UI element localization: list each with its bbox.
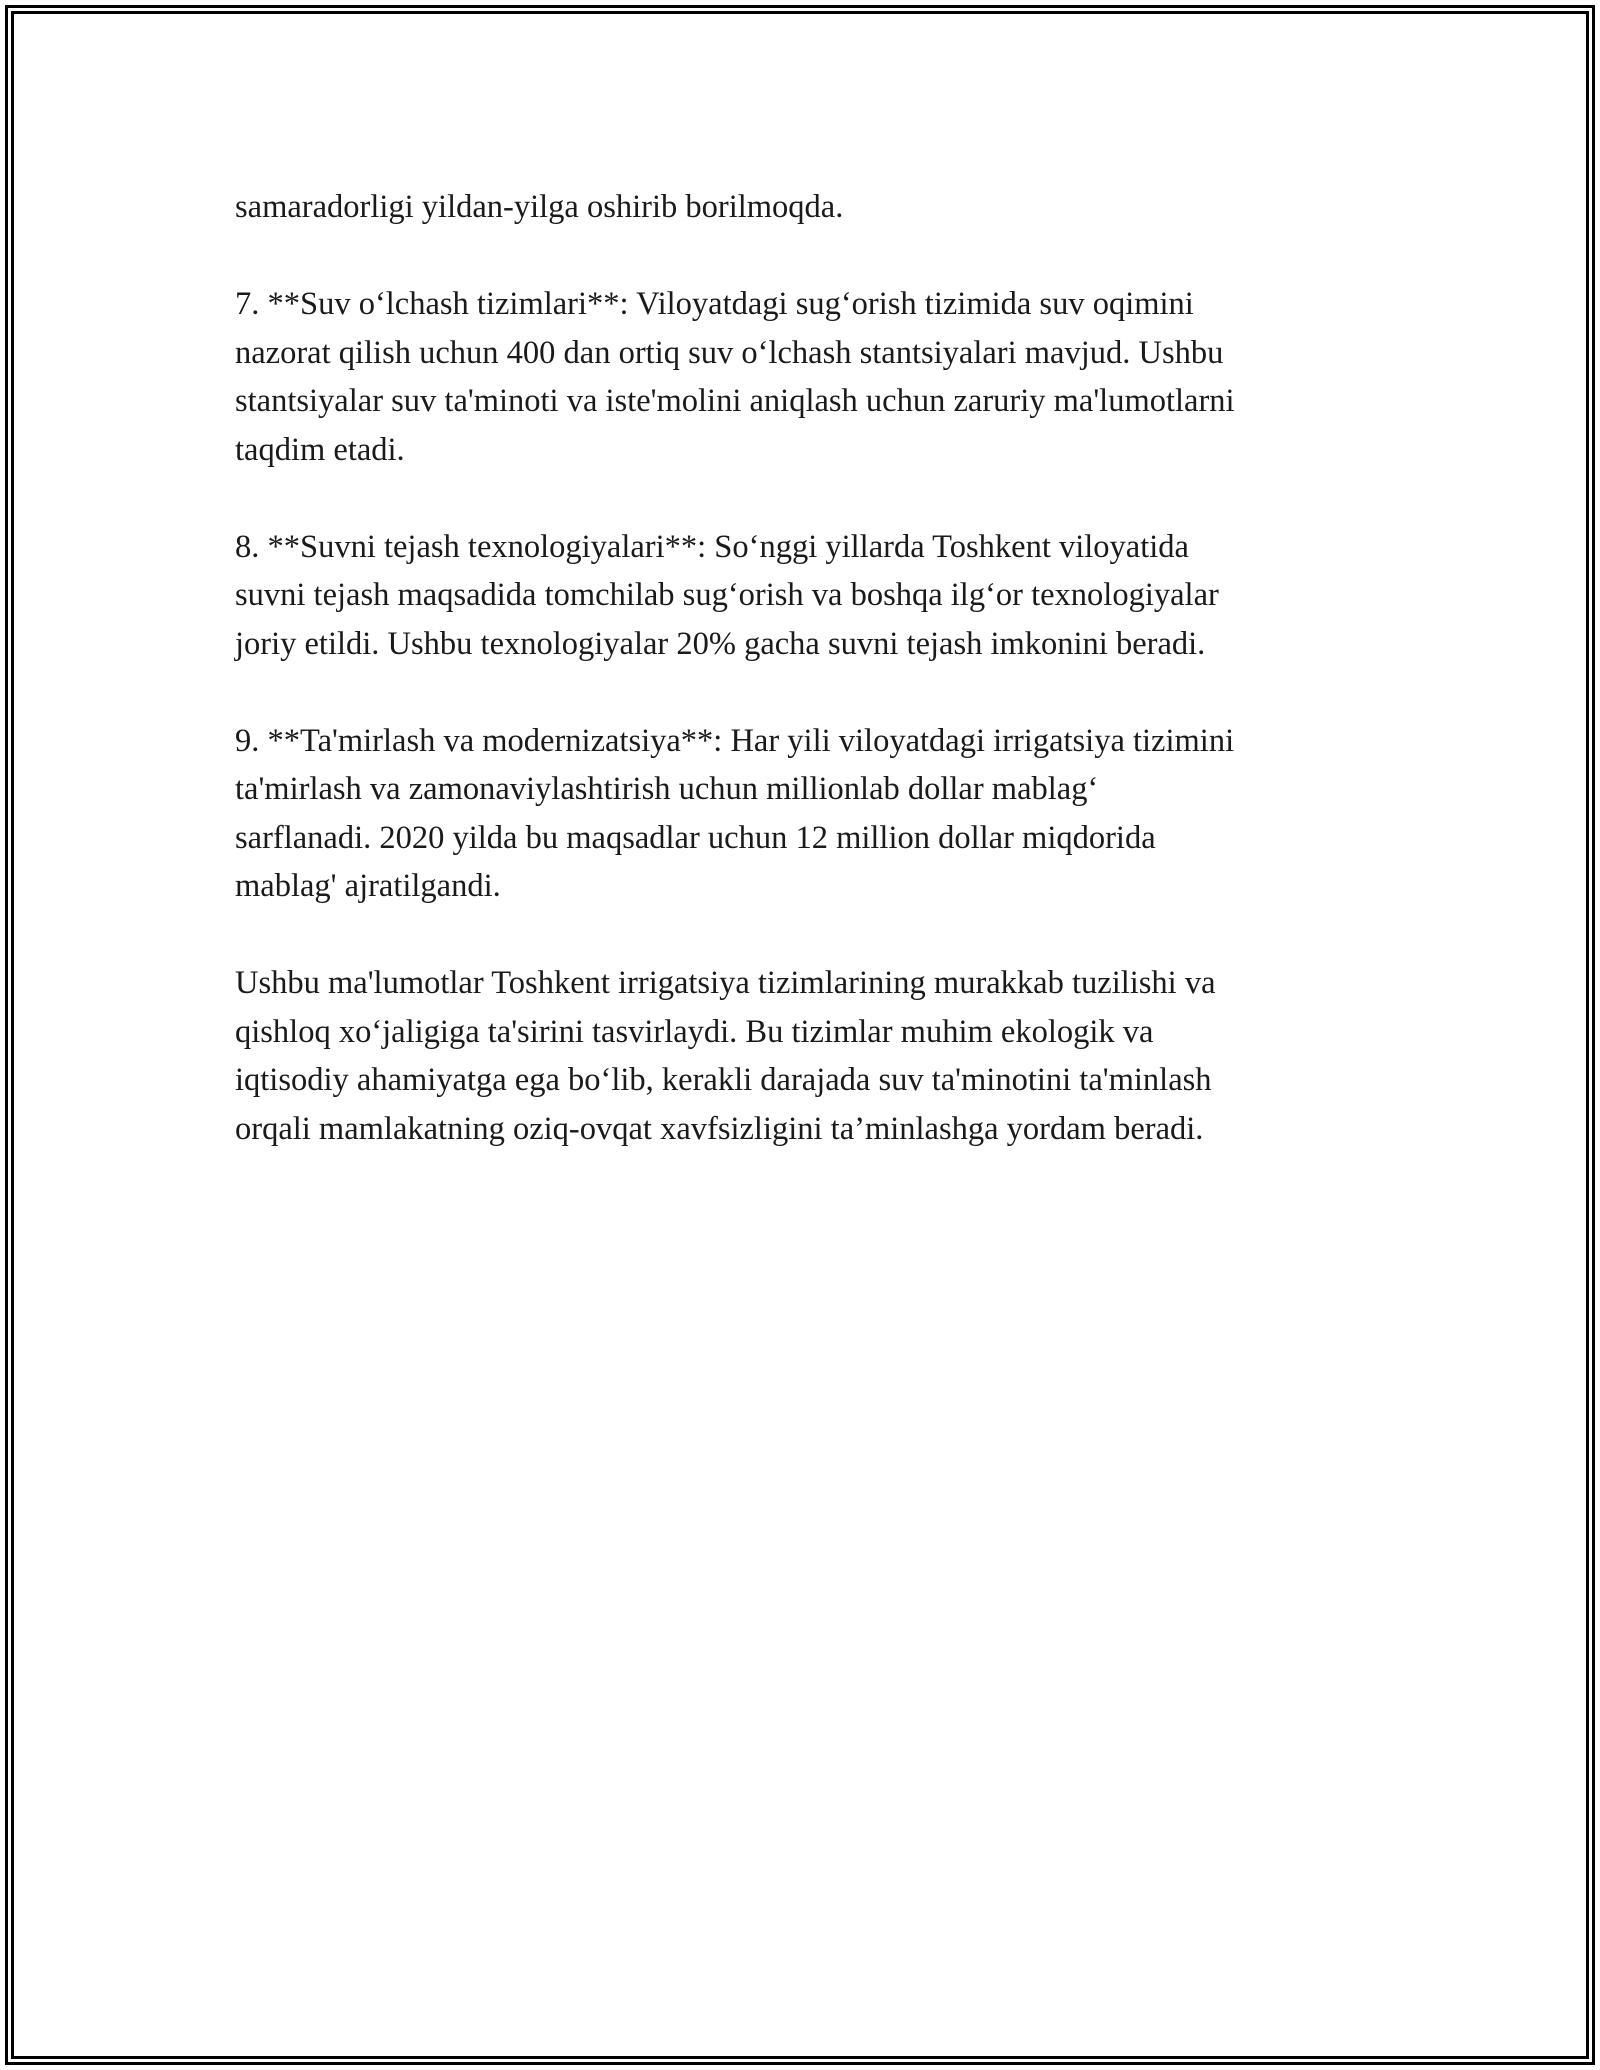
text-line: iqtisodiy ahamiyatga ega bo‘lib, kerakli darajada suv ta'minotini ta'minlash <box>235 1062 1212 1098</box>
paragraph-item-8 <box>235 523 1385 669</box>
paragraph-continuation <box>235 183 1385 232</box>
text-line: 7. **Suv o‘lchash tizimlari**: Viloyatdagi sug‘orish tizimida suv oqimini <box>235 286 1194 322</box>
text-line: mablag' ajratilgandi. <box>235 868 501 904</box>
paragraph-item-9 <box>235 717 1385 911</box>
text-line: orqali mamlakatning oziq-ovqat xavfsizligini ta’minlashga yordam beradi. <box>235 1110 1204 1147</box>
text-line: Ushbu ma'lumotlar Toshkent irrigatsiya tizimlarining murakkab tuzilishi va <box>235 965 1216 1001</box>
paragraph-conclusion <box>235 959 1385 1153</box>
text-line: samaradorligi yildan-yilga oshirib borilmoqda. <box>235 189 844 225</box>
document-body <box>235 183 1385 1202</box>
text-line: stantsiyalar suv ta'minoti va iste'molini aniqlash uchun zaruriy ma'lumotlarni <box>235 383 1235 419</box>
text-line: sarflanadi. 2020 yilda bu maqsadlar uchun 12 million dollar miqdorida <box>235 819 1156 856</box>
text-line: ta'mirlash va zamonaviylashtirish uchun millionlab dollar mablag‘ <box>235 771 1099 807</box>
text-line: 9. **Ta'mirlash va modernizatsiya**: Har yili viloyatdagi irrigatsiya tizimini <box>235 722 1235 759</box>
paragraph-item-7 <box>235 280 1385 474</box>
text-line: joriy etildi. Ushbu texnologiyalar 20% gacha suvni tejash imkonini beradi. <box>235 625 1206 662</box>
text-line: 8. **Suvni tejash texnologiyalari**: So‘nggi yillarda Toshkent viloyatida <box>235 528 1189 565</box>
text-line: suvni tejash maqsadida tomchilab sug‘orish va boshqa ilg‘or texnologiyalar <box>235 577 1219 613</box>
text-line: taqdim etadi. <box>235 431 405 468</box>
text-line: nazorat qilish uchun 400 dan ortiq suv o‘lchash stantsiyalari mavjud. Ushbu <box>235 334 1224 371</box>
text-line: qishloq xo‘jaligiga ta'sirini tasvirlaydi. Bu tizimlar muhim ekologik va <box>235 1013 1154 1050</box>
